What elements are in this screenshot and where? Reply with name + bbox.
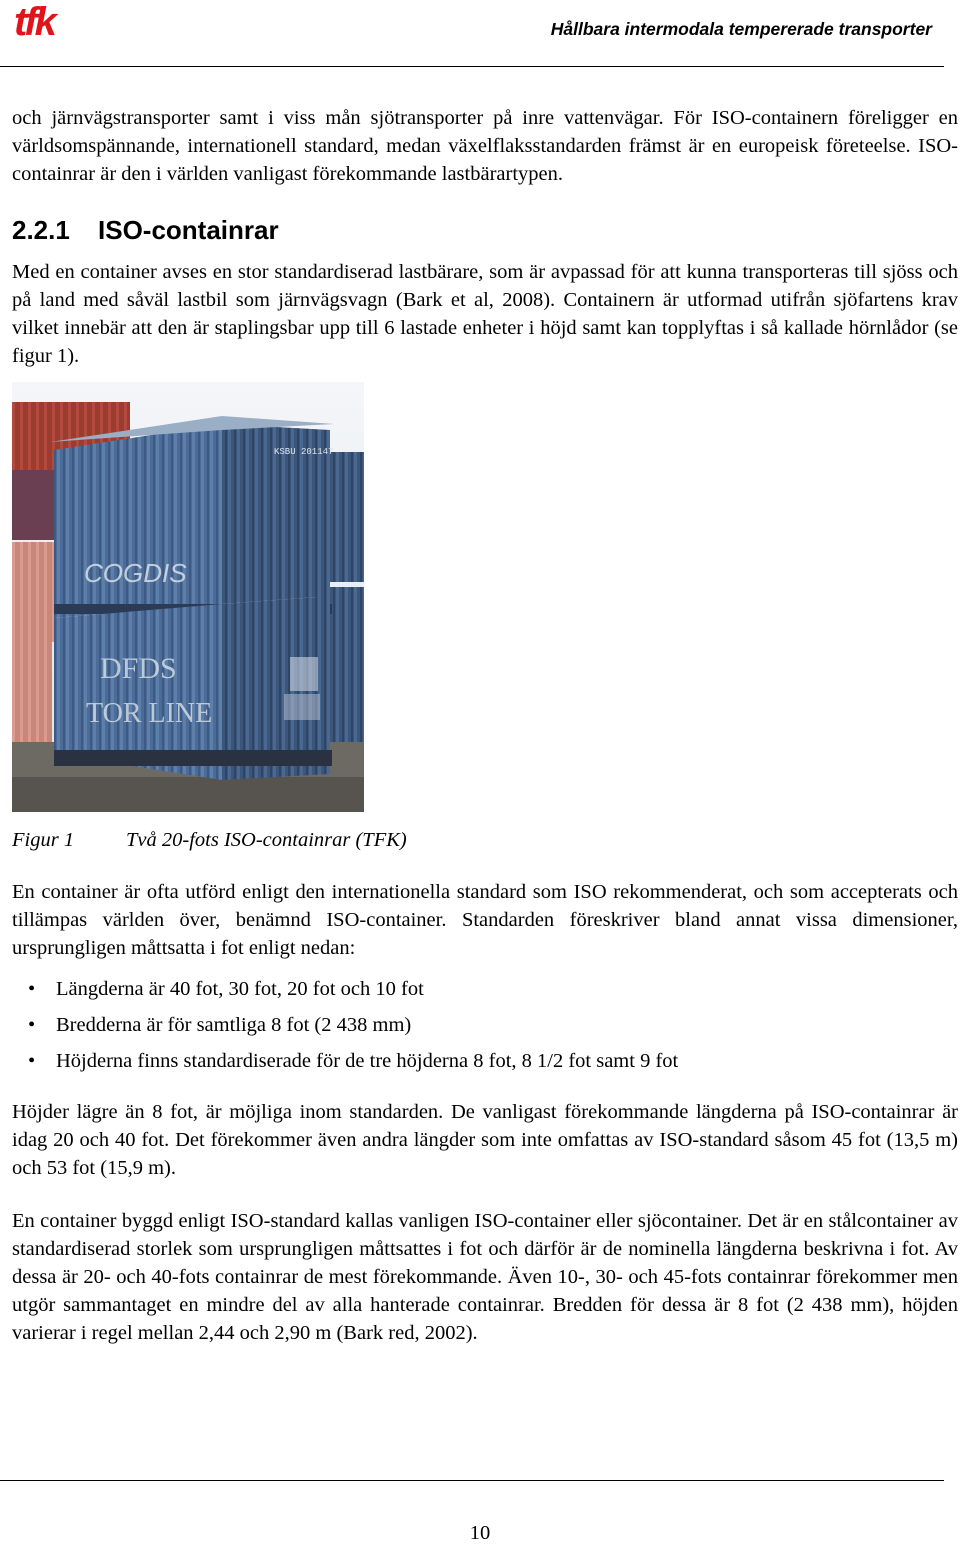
section-heading (12, 212, 279, 248)
graffiti-text: COGDIS (84, 558, 187, 588)
list-item: • Höjderna finns standardiserade för de tre höjderna 8 fot, 8 1/2 fot samt 9 fot (12, 1047, 958, 1083)
container-photo (12, 382, 364, 812)
brand-line-2: TOR LINE (86, 698, 213, 729)
section-title: ISO-containrar (98, 215, 279, 245)
paragraph-4: En container byggd enligt ISO-standard kallas vanligen ISO-container eller sjöcontainer. Det är en stålcontainer av standardiserad storlek som ursprungligen måttsattes i fot och därför är de nominella längderna beskrivna i fot. Av dessa är 20- och 40-fots containrar de mest förekommande. Även 10-, 30- och 45-fots containrar förekommer men utgör sammantaget en mindre del av alla hanterade containrar. Bredden för dessa är 8 fot (2 438 mm), höjden varierar i regel mellan 2,44 och 2,90 m (Bark red, 2002). (12, 1210, 958, 1344)
tfk-logo: tfk (14, 0, 54, 44)
figure-label: Figur 1 (12, 829, 75, 851)
page-number: 10 (469, 1522, 491, 1544)
figure-caption-text: Två 20-fots ISO-containrar (TFK) (126, 829, 407, 851)
figure-photo (12, 382, 364, 812)
figure-caption (12, 826, 407, 854)
container-code-text: KSBU 201147 (274, 447, 334, 457)
paragraph-2: En container är ofta utförd enligt den internationella standard som ISO rekommenderat, och som accepterats och tillämpas världen över, benämnd ISO-container. Standarden föreskriver bland annat vissa dimensioner, ursprungligen måttsatta i fot enligt nedan: (12, 881, 958, 959)
bullet-icon: • (28, 1050, 36, 1072)
bullet-icon: • (28, 1014, 36, 1036)
header-title: Hållbara intermodala tempererade transporter (550, 19, 932, 39)
list-item: • Bredderna är för samtliga 8 fot (2 438 mm) (12, 1011, 958, 1047)
bullet-icon: • (28, 978, 36, 1000)
dimension-list (12, 975, 958, 1083)
paragraph-1: Med en container avses en stor standardiserad lastbärare, som är avpassad för att kunna transporteras till sjöss och på land med såväl lastbil som järnvägsvagn (Bark et al, 2008). Containern är utformad utifrån sjöfartens krav vilket innebär att den är staplingsbar upp till 6 lastade enheter i höjd samt kan topplyftas i så kallade hörnlådor (se figur 1). (12, 261, 958, 367)
paragraph-3: Höjder lägre än 8 fot, är möjliga inom standarden. De vanligast förekommande längderna på ISO-containrar är idag 20 och 40 fot. Det förekommer även andra längder som inte omfattas av ISO-standard såsom 45 fot (13,5 m) och 53 fot (15,9 m). (12, 1101, 958, 1179)
intro-paragraph: och järnvägstransporter samt i viss mån sjötransporter på inre vattenvägar. För ISO-containern föreligger en världsomspännande, internationell standard, medan växelflaksstandarden främst är en europeisk företeelse. ISO-containrar är den i världen vanligast förekommande lastbärartypen. (12, 107, 958, 185)
page-header (0, 0, 944, 67)
brand-line-1: DFDS (100, 652, 177, 685)
section-number: 2.2.1 (12, 215, 70, 245)
footer-divider (0, 1480, 944, 1481)
list-item: • Längderna är 40 fot, 30 fot, 20 fot och 10 fot (12, 975, 958, 1011)
